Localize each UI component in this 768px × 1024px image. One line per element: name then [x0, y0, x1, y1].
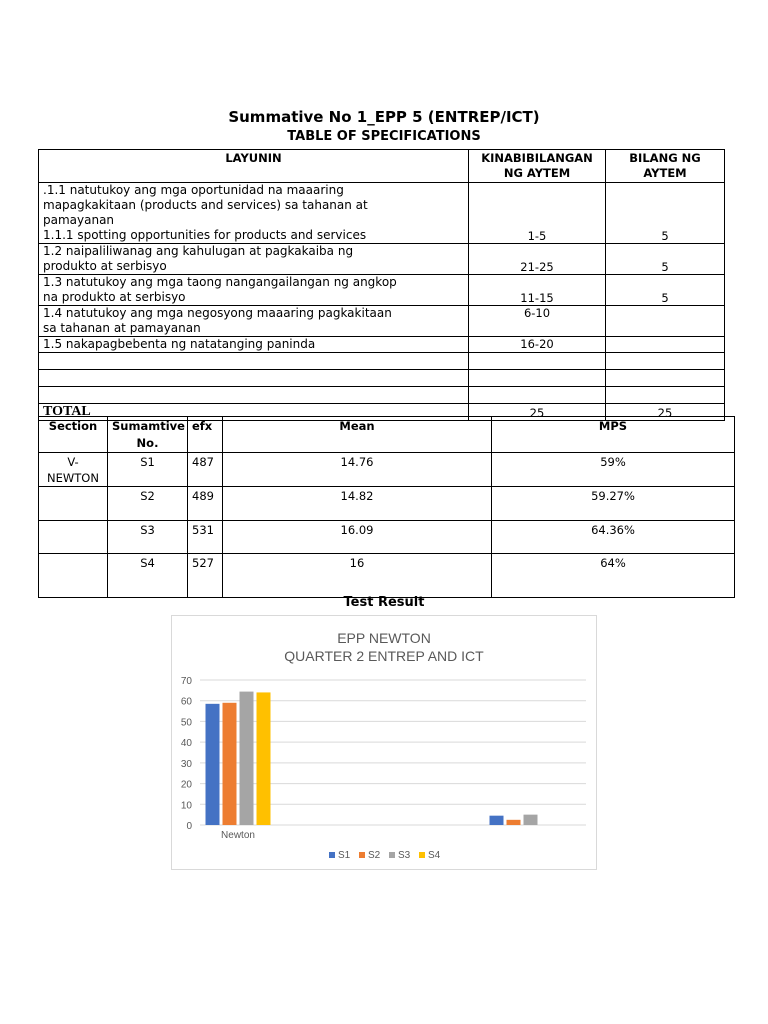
mean-cell: 16.09 [223, 521, 492, 554]
results-table [38, 416, 735, 598]
section-cell [39, 521, 108, 554]
section-cell [39, 487, 108, 521]
summative-cell: S1 [108, 453, 188, 487]
mps-cell: 59.27% [492, 487, 735, 521]
table-row [39, 554, 735, 598]
y-tick-label: 40 [180, 738, 192, 750]
y-tick-label: 20 [180, 779, 192, 791]
page-title: Summative No 1_EPP 5 (ENTREP/ICT) [228, 108, 540, 126]
header-mean: Mean [223, 417, 492, 453]
empty-row [39, 353, 725, 370]
bar [490, 816, 504, 825]
count-cell: 5 [606, 275, 725, 306]
table-row [39, 337, 725, 353]
legend-swatch [389, 852, 395, 858]
efx-cell: 489 [188, 487, 223, 521]
objective-line: produkto at serbisyo [43, 259, 167, 273]
table-row [39, 306, 725, 337]
count-cell [606, 337, 725, 353]
objective-cell [39, 306, 469, 337]
header-objective: LAYUNIN [39, 150, 469, 183]
bar [206, 704, 220, 825]
mean-cell: 14.76 [223, 453, 492, 487]
table-row [39, 275, 725, 306]
y-tick-label: 30 [180, 758, 192, 770]
objective-line: 1.4 natutukoy ang mga negosyong maaaring pagkakitaan [43, 306, 392, 320]
chart-title: EPP NEWTON [337, 630, 431, 646]
header-count: BILANG NG AYTEM [606, 150, 725, 183]
x-tick-label: Newton [221, 830, 255, 841]
objective-line: na produkto at serbisyo [43, 290, 186, 304]
efx-cell: 487 [188, 453, 223, 487]
mean-cell: 14.82 [223, 487, 492, 521]
bar [524, 815, 538, 825]
legend-label: S4 [428, 850, 441, 861]
chart-svg [172, 616, 596, 869]
mps-cell: 64.36% [492, 521, 735, 554]
legend-swatch [329, 852, 335, 858]
table-row [39, 453, 735, 487]
objective-line: 1.2 naipaliliwanag ang kahulugan at pagkakaiba ng [43, 244, 354, 258]
table-row [39, 487, 735, 521]
header-efx: efx [188, 417, 223, 453]
bar [507, 820, 521, 825]
count-cell [606, 306, 725, 337]
header-section: Section [39, 417, 108, 453]
y-tick-label: 50 [180, 717, 192, 729]
objective-line: mapagkakitaan (products and services) sa tahanan at [43, 198, 368, 212]
item-no-cell: 1-5 [469, 183, 606, 244]
item-no-cell: 11-15 [469, 275, 606, 306]
y-tick-label: 70 [180, 676, 192, 687]
section-cell [39, 554, 108, 598]
page-subtitle: TABLE OF SPECIFICATIONS [287, 129, 481, 144]
specifications-table [38, 149, 725, 421]
bar [240, 692, 254, 825]
objective-line: 1.1.1 spotting opportunities for products and services [43, 228, 367, 242]
y-tick-label: 0 [186, 821, 192, 832]
table-row [39, 183, 725, 244]
efx-cell: 527 [188, 554, 223, 598]
objective-line: 1.3 natutukoy ang mga taong nangangailangan ng angkop [43, 275, 397, 289]
legend-swatch [359, 852, 365, 858]
item-no-cell: 16-20 [469, 337, 606, 353]
objective-cell [39, 183, 469, 244]
header-summative: Sumamtive No. [108, 417, 188, 453]
mps-cell: 59% [492, 453, 735, 487]
legend-label: S1 [338, 850, 351, 861]
objective-line: 1.5 nakapagbebenta ng natatanging paninda [43, 337, 316, 351]
objective-cell [39, 244, 469, 275]
item-no-cell: 6-10 [469, 306, 606, 337]
legend-label: S3 [398, 850, 411, 861]
summative-cell: S4 [108, 554, 188, 598]
summative-cell: S3 [108, 521, 188, 554]
test-result-label: Test Result [343, 595, 425, 610]
summative-cell: S2 [108, 487, 188, 521]
bar-chart [171, 615, 597, 870]
objective-cell [39, 337, 469, 353]
table-row [39, 521, 735, 554]
chart-subtitle: QUARTER 2 ENTREP AND ICT [284, 648, 484, 664]
objective-line: sa tahanan at pamayanan [43, 321, 201, 335]
efx-cell: 531 [188, 521, 223, 554]
total-count: 25 [606, 404, 725, 421]
header-item-no: KINABIBILANGAN NG AYTEM [469, 150, 606, 183]
total-label: TOTAL [39, 404, 469, 421]
total-item-no: 25 [469, 404, 606, 421]
header-mps: MPS [492, 417, 735, 453]
count-cell: 5 [606, 244, 725, 275]
table-row [39, 244, 725, 275]
mean-cell: 16 [223, 554, 492, 598]
objective-line: .1.1 natutukoy ang mga oportunidad na maaaring [43, 183, 344, 197]
empty-row [39, 387, 725, 404]
legend-swatch [419, 852, 425, 858]
bar [257, 692, 271, 825]
objective-cell [39, 275, 469, 306]
count-cell: 5 [606, 183, 725, 244]
item-no-cell: 21-25 [469, 244, 606, 275]
y-tick-label: 10 [180, 800, 192, 812]
legend-label: S2 [368, 850, 381, 861]
objective-line: pamayanan [43, 213, 115, 227]
mps-cell: 64% [492, 554, 735, 598]
y-tick-label: 60 [180, 696, 192, 708]
section-cell: V-NEWTON [39, 453, 108, 487]
empty-row [39, 370, 725, 387]
bar [223, 703, 237, 825]
